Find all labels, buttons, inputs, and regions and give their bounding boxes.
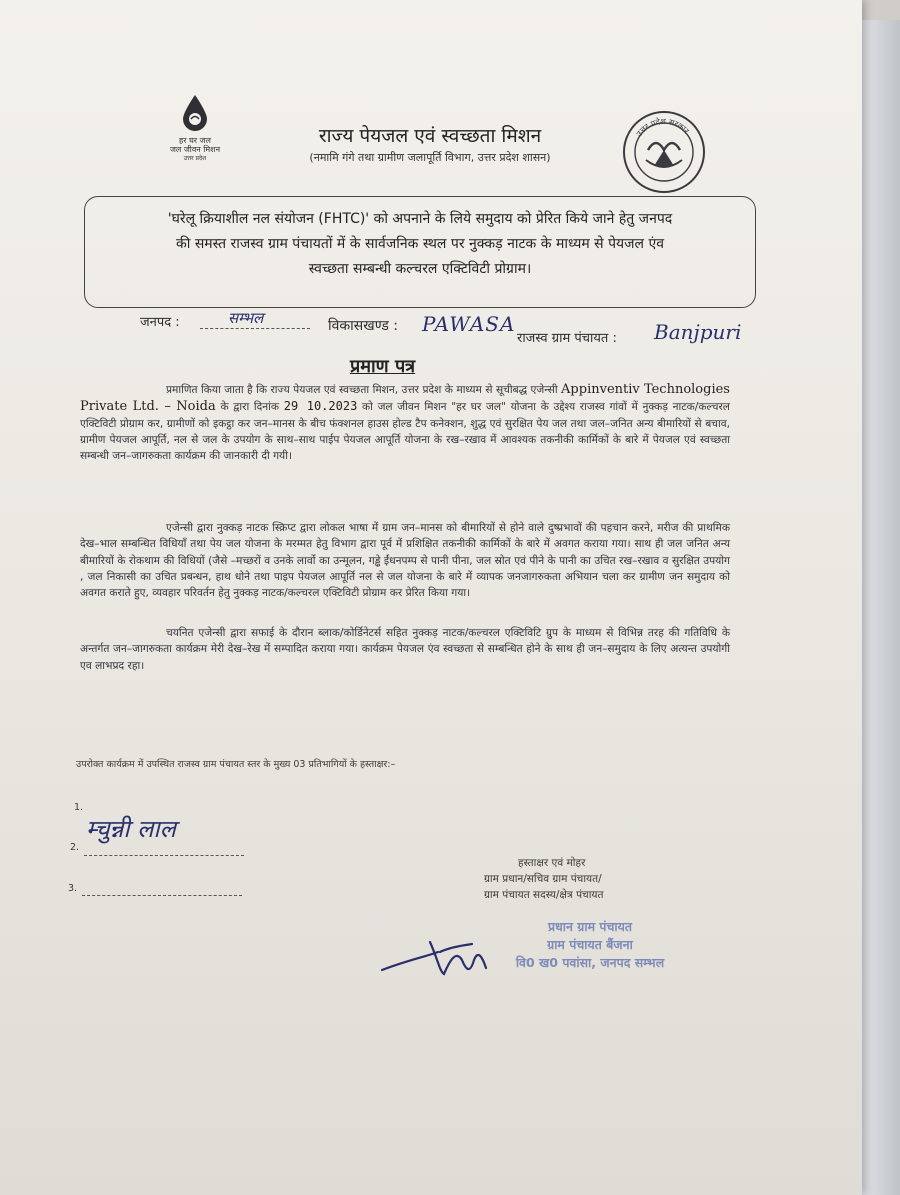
pradhan-signature	[378, 930, 508, 985]
certificate-title: प्रमाण पत्र	[350, 356, 416, 377]
official-stamp	[480, 918, 700, 972]
page-title: राज्य पेयजल एवं स्वच्छता मिशन	[318, 125, 542, 147]
signatory-role-line-1: ग्राम प्रधान/सचिव ग्राम पंचायत/	[484, 873, 602, 885]
water-drop-icon	[180, 94, 210, 132]
paragraph-1-by: के द्वारा दिनांक	[220, 401, 280, 414]
logo-line-1: हर घर जल	[179, 136, 211, 145]
program-banner	[84, 196, 756, 308]
svg-text:उत्तर प्रदेश सरकार	[635, 116, 692, 138]
participant-2-number: 2.	[70, 842, 80, 853]
paragraph-1-intro: प्रमाणित किया जाता है कि राज्य पेयजल एवं स्वच्छता मिशन, उत्तर प्रदेश के माध्यम से सूचीबद्ध एजेन्सी	[166, 384, 558, 396]
location-fields-row	[140, 310, 780, 350]
block-value: PAWASA	[422, 312, 516, 336]
stamp-line-3: वि0 ख0 पवांसा, जनपद सम्भल	[515, 955, 665, 970]
participant-1-signature: म्चुन्नी लाल	[86, 815, 176, 843]
page-subtitle: (नमामि गंगे तथा ग्रामीण जलापूर्ति विभाग, उत्तर प्रदेश शासन)	[309, 151, 551, 164]
agency-name: Appinventiv Technologies Private Ltd. – Noida	[80, 382, 730, 415]
logo-line-2: जल जीवन मिशन	[169, 145, 221, 154]
paragraph-2-text: एजेन्सी द्वारा नुक्कड़ नाटक स्क्रिप्ट द्वारा लोकल भाषा में ग्राम जन–मानस को बीमारियों से होने वाले दुष्प्रभावों की पहचान करने, मरीज की प्राथमिक देख–भाल सम्बन्धित विधियाँ तथा पेय जल योजना के मरम्मत हेतु विभाग द्वारा पूर्व में प्रशिक्षित तकनीकी कार्मिकों के बारे में अवगत कराया गया। साथ ही जल जनित अन्य बीमारियों के रोकथाम की विधियों (जैसे –मच्छरों व उनके लार्वो का उन्मूलन, गड्ढे ईंधनपम्प से पानी पीना, जल स्रोत एवं पीने के पानी का उचित रख–रखाव व सुरक्षित उपयोग , जल निकासी का उचित प्रबन्धन, हाथ धोने तथा पाइप पेयजल आपूर्ति नल से जल योजना के बारे में व्यापक जनजागरुकता अभियान चला कर ग्रामीण जन समुदाय को अवगत कराते हुए, व्यवहार परिवर्तन हेतु नुक्कड़ नाटक/कल्चरल एक्टिविटी प्रोग्राम कर प्रेरित किया गया।	[80, 522, 730, 600]
banner-line-2: की समस्त राजस्व ग्राम पंचायतों में के सार्वजनिक स्थल पर नुक्कड़ नाटक के माध्यम से पेयजल एंव	[175, 236, 664, 252]
signatory-role-line-2: ग्राम पंचायत सदस्य/क्षेत्र पंचायत	[484, 889, 604, 901]
participant-2-line	[84, 855, 244, 856]
participant-3-line	[82, 895, 242, 896]
paragraph-1	[80, 382, 730, 464]
participant-1-number: 1.	[74, 802, 84, 813]
banner-line-3: स्वच्छता सम्बन्धी कल्चरल एक्टिविटी प्रोग्राम।	[308, 261, 532, 277]
jal-jeevan-mission-logo	[160, 94, 230, 163]
panchayat-value: Banjpuri	[654, 320, 742, 344]
participants-note: उपरोक्त कार्यक्रम में उपस्थित राजस्व ग्राम पंचायत स्तर के मुख्य 03 प्रतिभागियों के हस्ताक्षर:–	[76, 759, 396, 770]
stamp-line-2: ग्राम पंचायत बैंजना	[547, 937, 633, 952]
paragraph-2	[80, 520, 730, 601]
participant-3-number: 3.	[68, 883, 78, 894]
panchayat-label: राजस्व ग्राम पंचायत :	[517, 331, 617, 346]
paragraph-3-text: चयनित एजेन्सी द्वारा सफाई के दौरान ब्लाक/कोर्डिनेटर्स सहित नुक्कड़ नाटक/कल्चरल एक्टिविटि ग्रुप के माध्यम से विभिन्न तरह की गतिविधि के अन्तर्गत जन–जागरुकता कार्यक्रम मेरी देख–रेख में सम्पादित कराया गया। कार्यक्रम पेयजल एंव स्वच्छता से सम्बन्धित होने के साथ ही जन–समुदाय के लिए अत्यन्त उपयोगी एव लाभप्रद रहा।	[80, 627, 730, 672]
program-date: 29 10.2023	[283, 399, 358, 414]
banner-line-1: 'घरेलू क्रियाशील नल संयोजन (FHTC)' को अपनाने के लिये समुदाय को प्रेरित किये जाने हेतु जनपद	[167, 211, 673, 227]
paragraph-1-body: को जल जीवन मिशन "हर घर जल" योजना के उद्देश्य राजस्व गांवों में नुक्कड़ नाटक/कल्चरल एक्टिविटी प्रोग्राम कर, ग्रामीणों को इकट्ठा कर जन–मानस के बीच फंक्शनल हाउस होल्ड टैप कनेक्शन, शुद्ध एवं सुरक्षित पेय जल तथा जल–जनित अन्य बीमारियों से बचाव, ग्रामीण पेयजल आपूर्ति, नल से जल के उपयोग के साथ–साथ पाईप पेयजल आपूर्ति योजना के रख–रखाव में आवश्यक तकनीकी कार्मिकों के बारे में पेयजल एवं स्वच्छता सम्बन्धी जन–जागरुकता कार्यक्रम की जानकारी दी गयी।	[80, 401, 730, 463]
district-value: सम्भल	[228, 309, 264, 327]
district-underline	[200, 328, 310, 329]
stamp-line-1: प्रधान ग्राम पंचायत	[547, 919, 633, 934]
up-government-seal-icon	[622, 110, 706, 194]
logo-line-3: उत्तर प्रदेश	[183, 155, 207, 162]
sign-and-seal-label: हस्ताक्षर एवं मोहर	[518, 857, 586, 869]
block-label: विकासखण्ड :	[328, 318, 399, 334]
paragraph-3	[80, 625, 730, 674]
seal-text: उत्तर प्रदेश सरकार	[634, 116, 691, 139]
district-label: जनपद :	[140, 315, 180, 330]
